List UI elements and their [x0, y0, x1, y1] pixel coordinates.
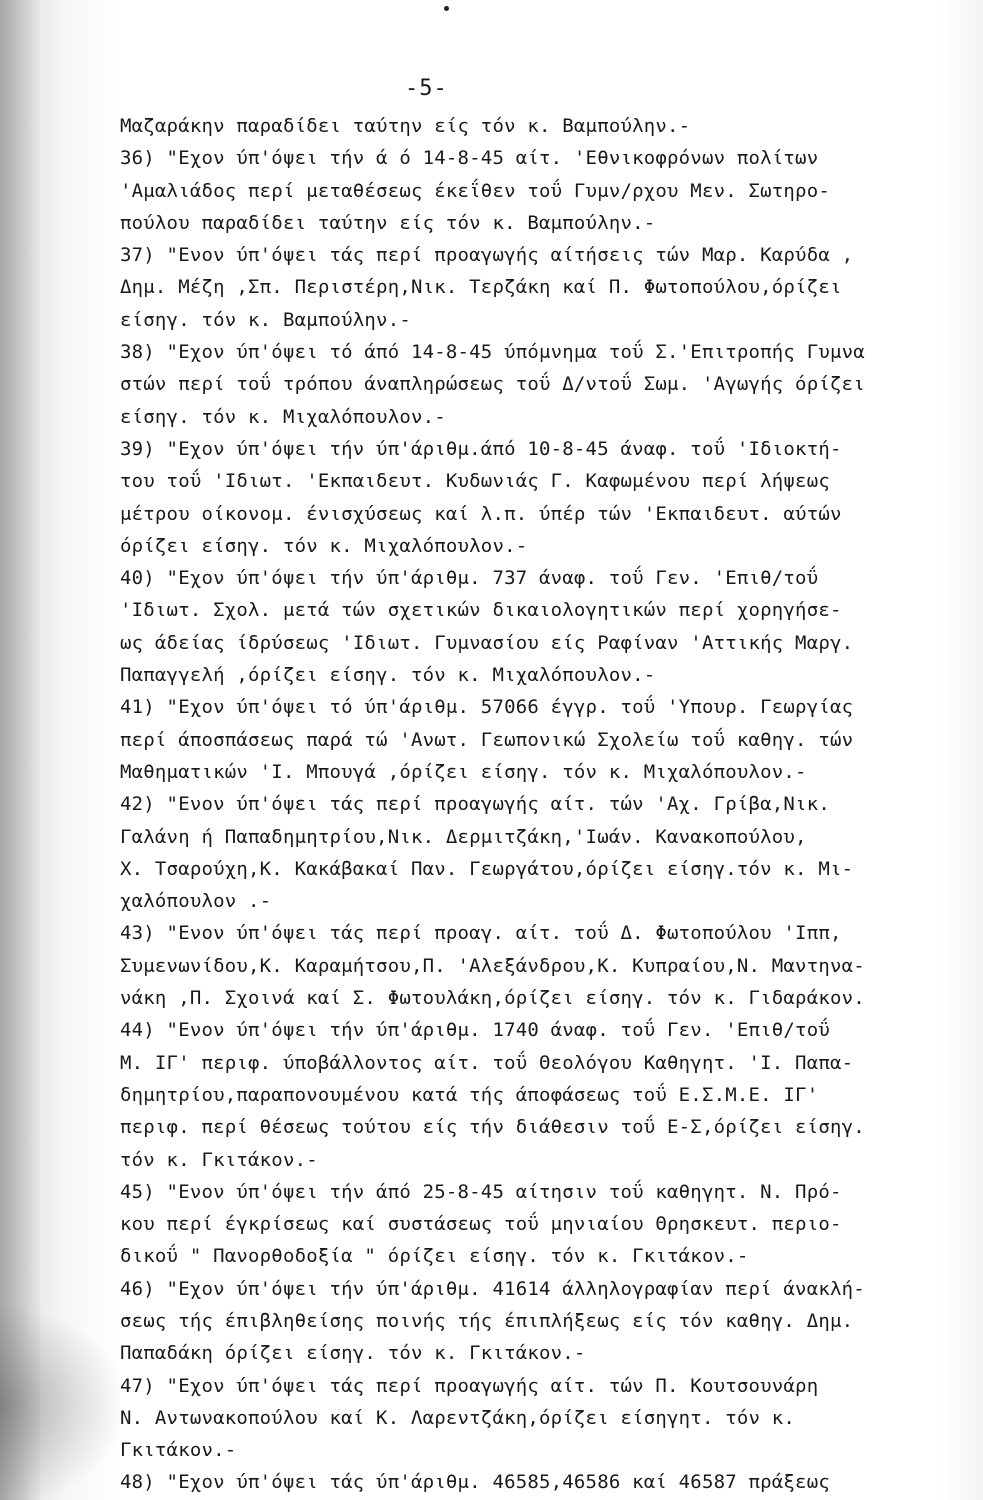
text-line: 40) "Εχον ύπ'όψει τήν ύπ'άριθμ. 737 άναφ. τοΰ Γεν. 'Επιθ/τοΰ — [120, 567, 819, 590]
text-line: 41) "Εχον ύπ'όψει τό ύπ'άριθμ. 57066 έγγρ. τοΰ 'Υπουρ. Γεωργίας — [120, 696, 854, 719]
scan-margin-shadow — [0, 0, 40, 1500]
text-line: Παπαδάκη όρίζει είσηγ. τόν κ. Γκιτάκον.- — [120, 1342, 586, 1365]
typed-text-body — [120, 110, 982, 1499]
text-line: είσηγ. τόν κ. Μιχαλόπουλον.- — [120, 405, 446, 428]
text-line: περί άποσπάσεως παρά τώ 'Ανωτ. Γεωπονικώ Σχολείω τοΰ καθηγ. τών — [120, 728, 854, 751]
text-line: 45) "Ενον ύπ'όψει τήν άπό 25-8-45 αίτησιν τοΰ καθηγητ. Ν. Πρό- — [120, 1180, 842, 1203]
text-line: 46) "Εχον ύπ'όψει τήν ύπ'άριθμ. 41614 άλληλογραφίαν περί άνακλή- — [120, 1277, 865, 1300]
text-line: 37) "Ενον ύπ'όψει τάς περί προαγωγής αίτήσεις τών Μαρ. Καρύδα , — [120, 244, 854, 267]
text-line: Μαζαράκην παραδίδει ταύτην είς τόν κ. Βαμπούλην.- — [120, 115, 691, 137]
text-line: Γαλάνη ή Παπαδημητρίου,Νικ. Δερμιτζάκη,'Ιωάν. Κανακοπούλου, — [120, 825, 807, 848]
page-number: -5- — [405, 76, 448, 101]
text-line: του τοΰ 'Ιδιωτ. 'Εκπαιδευτ. Κυδωνιάς Γ. Καφωμένου περί λήψεως — [120, 470, 830, 493]
text-line: Συμενωνίδου,Κ. Καραμήτσου,Π. 'Αλεξάνδρου,Κ. Κυπραίου,Ν. Μαντηνα- — [120, 954, 865, 977]
text-line: ως άδείας ίδρύσεως 'Ιδιωτ. Γυμνασίου είς Ραφίναν 'Αττικής Μαργ. — [120, 631, 854, 654]
text-line: 38) "Εχον ύπ'όψει τό άπό 14-8-45 ύπόμνημα τοΰ Σ.'Επιτροπής Γυμνα — [120, 341, 865, 364]
text-line: χαλόπουλον .- — [120, 890, 272, 913]
scan-stamp-smudge — [0, 1310, 120, 1500]
text-line: όρίζει είσηγ. τόν κ. Μιχαλόπουλον.- — [120, 534, 528, 557]
text-line: 44) "Ενον ύπ'όψει τήν ύπ'άριθμ. 1740 άναφ. τοΰ Γεν. 'Επιθ/τοΰ — [120, 1019, 830, 1042]
text-line: περιφ. περί θέσεως τούτου είς τήν διάθεσιν τοΰ Ε-Σ,όρίζει είσηγ. — [120, 1116, 865, 1139]
text-line: Μ. ΙΓ' περιφ. ύποβάλλοντος αίτ. τοΰ Θεολόγου Καθηγητ. 'Ι. Παπα- — [120, 1051, 854, 1074]
text-line: 39) "Εχον ύπ'όψει τήν ύπ'άριθμ.άπό 10-8-45 άναφ. τοΰ 'Ιδιοκτή- — [120, 437, 842, 460]
text-line: πούλου παραδίδει ταύτην είς τόν κ. Βαμπούλην.- — [120, 211, 656, 234]
text-line: 'Ιδιωτ. Σχολ. μετά τών σχετικών δικαιολογητικών περί χορηγήσε- — [120, 599, 842, 622]
text-line: Χ. Τσαρούχη,Κ. Κακάβακαί Παν. Γεωργάτου,όρίζει είσηγ.τόν κ. Μι- — [120, 857, 854, 880]
text-line: νάκη ,Π. Σχοινά καί Σ. Φωτουλάκη,όρίζει είσηγ. τόν κ. Γιδαράκον. — [120, 987, 865, 1010]
text-line: Δημ. Μέζη ,Σπ. Περιστέρη,Νικ. Τερζάκη καί Π. Φωτοπούλου,όρίζει — [120, 276, 842, 299]
text-line: κου περί έγκρίσεως καί συστάσεως τοΰ μηνιαίου Θρησκευτ. περιο- — [120, 1213, 842, 1236]
text-line: Μαθηματικών 'Ι. Μπουγά ,όρίζει είσηγ. τόν κ. Μιχαλόπουλον.- — [120, 760, 807, 783]
punch-dot — [444, 6, 449, 11]
text-line: Γκιτάκον.- — [120, 1439, 237, 1462]
text-line: στών περί τοΰ τρόπου άναπληρώσεως τοΰ Δ/ντοΰ Σωμ. 'Αγωγής όρίζει — [120, 373, 865, 396]
text-line: 43) "Ενον ύπ'όψει τάς περί προαγ. αίτ. τοΰ Δ. Φωτοπούλου 'Ιππ, — [120, 922, 842, 945]
text-line: δικοΰ " Πανορθοδοξία " όρίζει είσηγ. τόν κ. Γκιτάκον.- — [120, 1245, 749, 1268]
text-line: 42) "Ενον ύπ'όψει τάς περί προαγωγής αίτ. τών 'Αχ. Γρίβα,Νικ. — [120, 793, 830, 816]
text-line: τόν κ. Γκιτάκον.- — [120, 1148, 318, 1171]
text-line: δημητρίου,παραπονουμένου κατά τής άποφάσεως τοΰ Ε.Σ.Μ.Ε. ΙΓ' — [120, 1083, 819, 1106]
text-line: σεως τής έπιβληθείσης ποινής τής έπιπλήξεως είς τόν καθηγ. Δημ. — [120, 1309, 854, 1332]
text-line: είσηγ. τόν κ. Βαμπούλην.- — [120, 308, 411, 331]
text-line: 'Αμαλιάδος περί μεταθέσεως έκεΐθεν τοΰ Γυμν/ρχου Μεν. Σωτηρο- — [120, 179, 830, 202]
text-line: μέτρου οίκονομ. ένισχύσεως καί λ.π. ύπέρ τών 'Εκπαιδευτ. αύτών — [120, 502, 842, 525]
text-line: Παπαγγελή ,όρίζει είσηγ. τόν κ. Μιχαλόπουλον.- — [120, 664, 656, 687]
text-line: Ν. Αντωνακοπούλου καί Κ. Λαρεντζάκη,όρίζει είσηγητ. τόν κ. — [120, 1406, 796, 1429]
text-line: 48) "Εχον ύπ'όψει τάς ύπ'άριθμ. 46585,46586 καί 46587 πράξεως — [120, 1471, 830, 1494]
text-line: 47) "Εχον ύπ'όψει τάς περί προαγωγής αίτ. τών Π. Κουτσουνάρη — [120, 1374, 819, 1397]
text-line: 36) "Εχον ύπ'όψει τήν ά ό 14-8-45 αίτ. 'Εθνικοφρόνων πολίτων — [120, 147, 819, 170]
